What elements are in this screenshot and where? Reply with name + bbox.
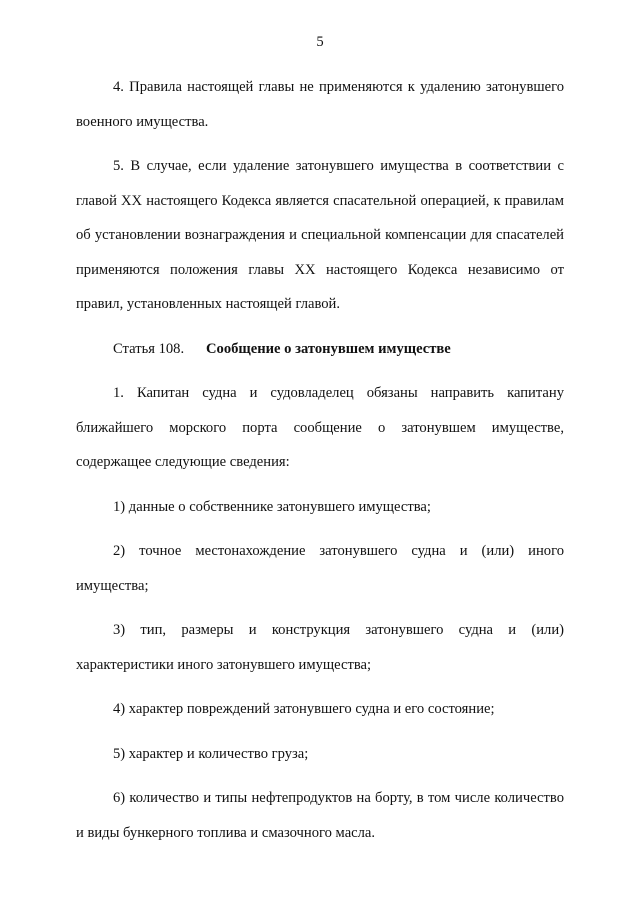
paragraph-article-part-1: 1. Капитан судна и судовладелец обязаны направить капитану ближайшего морского порта сообщение о затонувшем имуществе, содержащее следующие сведения: (76, 385, 564, 470)
document-body (76, 70, 564, 860)
paragraph-item-4: 4. Правила настоящей главы не применяются к удалению затонувшего военного имущества. (76, 79, 564, 130)
list-item-6: 6) количество и типы нефтепродуктов на борту, в том числе количество и виды бункерного топлива и смазочного масла. (76, 790, 564, 841)
article-heading (76, 332, 564, 367)
list-item-3: 3) тип, размеры и конструкция затонувшего судна и (или) характеристики иного затонувшего имущества; (76, 622, 564, 673)
list-item-2: 2) точное местонахождение затонувшего судна и (или) иного имущества; (76, 543, 564, 594)
article-title: Сообщение о затонувшем имуществе (206, 340, 451, 357)
paragraph-item-5: 5. В случае, если удаление затонувшего имущества в соответствии с главой XX настоящего Кодекса является спасательной операцией, к правилам об установлении вознаграждения и специальной компенсации для спасателей применяются положения главы XX настоящего Кодекса независимо от правил, установленных настоящей главой. (76, 158, 564, 312)
list-item-5: 5) характер и количество груза; (113, 745, 309, 762)
list-item-1: 1) данные о собственнике затонувшего имущества; (113, 498, 431, 515)
page-number: 5 (316, 34, 324, 50)
list-item-4: 4) характер повреждений затонувшего судна и его состояние; (113, 701, 495, 717)
article-label: Статья 108. (113, 340, 185, 357)
